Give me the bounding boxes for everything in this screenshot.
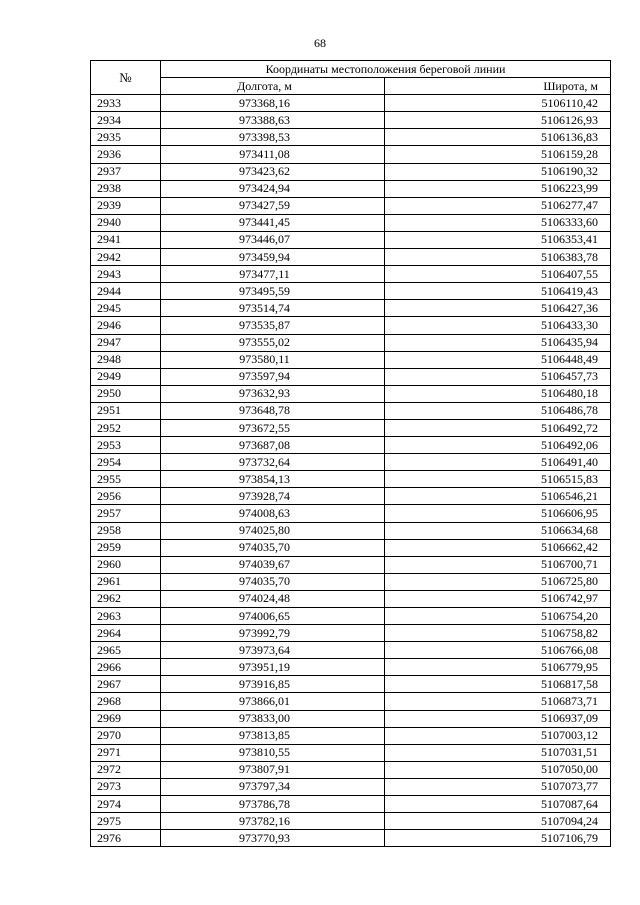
- longitude-cell: 974008,63: [161, 505, 385, 522]
- table-row: [91, 146, 611, 163]
- latitude-cell: 5106110,42: [385, 95, 611, 112]
- point-number-cell: 2967: [91, 676, 161, 693]
- longitude-cell: 974025,80: [161, 522, 385, 539]
- table-row: [91, 830, 611, 847]
- latitude-cell: 5106353,41: [385, 231, 611, 248]
- longitude-cell: 973648,78: [161, 402, 385, 419]
- table-row: [91, 676, 611, 693]
- table-row: [91, 197, 611, 214]
- header-coordinates: Координаты местоположения береговой линии: [161, 61, 611, 78]
- longitude-cell: 973854,13: [161, 471, 385, 488]
- point-number-cell: 2940: [91, 214, 161, 231]
- table-row: [91, 556, 611, 573]
- latitude-cell: 5107003,12: [385, 727, 611, 744]
- header-number: №: [91, 61, 161, 95]
- point-number-cell: 2963: [91, 608, 161, 625]
- table-row: [91, 368, 611, 385]
- latitude-cell: 5106407,55: [385, 266, 611, 283]
- longitude-cell: 973928,74: [161, 488, 385, 505]
- latitude-cell: 5106758,82: [385, 625, 611, 642]
- longitude-cell: 973732,64: [161, 454, 385, 471]
- point-number-cell: 2973: [91, 778, 161, 795]
- longitude-cell: 974039,67: [161, 556, 385, 573]
- table-row: [91, 454, 611, 471]
- point-number-cell: 2947: [91, 334, 161, 351]
- longitude-cell: 973786,78: [161, 796, 385, 813]
- point-number-cell: 2950: [91, 385, 161, 402]
- longitude-cell: 973423,62: [161, 163, 385, 180]
- latitude-cell: 5107073,77: [385, 778, 611, 795]
- table-row: [91, 813, 611, 830]
- latitude-cell: 5106333,60: [385, 214, 611, 231]
- latitude-cell: 5106937,09: [385, 710, 611, 727]
- point-number-cell: 2957: [91, 505, 161, 522]
- longitude-cell: 973782,16: [161, 813, 385, 830]
- table-row: [91, 266, 611, 283]
- longitude-cell: 973446,07: [161, 231, 385, 248]
- coordinates-table: [90, 60, 611, 847]
- point-number-cell: 2938: [91, 180, 161, 197]
- longitude-cell: 973687,08: [161, 437, 385, 454]
- table-row: [91, 693, 611, 710]
- table-header: [91, 61, 611, 95]
- latitude-cell: 5106725,80: [385, 573, 611, 590]
- longitude-cell: 973770,93: [161, 830, 385, 847]
- latitude-cell: 5106742,97: [385, 590, 611, 607]
- longitude-cell: 974035,70: [161, 539, 385, 556]
- latitude-cell: 5106491,40: [385, 454, 611, 471]
- table-body: [91, 95, 611, 847]
- latitude-cell: 5106433,30: [385, 317, 611, 334]
- point-number-cell: 2935: [91, 129, 161, 146]
- longitude-cell: 973388,63: [161, 112, 385, 129]
- point-number-cell: 2966: [91, 659, 161, 676]
- table-row: [91, 351, 611, 368]
- latitude-cell: 5106457,73: [385, 368, 611, 385]
- latitude-cell: 5106427,36: [385, 300, 611, 317]
- table-row: [91, 385, 611, 402]
- table-row: [91, 163, 611, 180]
- latitude-cell: 5106754,20: [385, 608, 611, 625]
- table-row: [91, 505, 611, 522]
- point-number-cell: 2943: [91, 266, 161, 283]
- latitude-cell: 5107087,64: [385, 796, 611, 813]
- point-number-cell: 2976: [91, 830, 161, 847]
- table-row: [91, 214, 611, 231]
- longitude-cell: 973797,34: [161, 778, 385, 795]
- table-row: [91, 522, 611, 539]
- table-row: [91, 112, 611, 129]
- table-row: [91, 590, 611, 607]
- table-row: [91, 300, 611, 317]
- table-row: [91, 283, 611, 300]
- longitude-cell: 973810,55: [161, 744, 385, 761]
- latitude-cell: 5106419,43: [385, 283, 611, 300]
- point-number-cell: 2948: [91, 351, 161, 368]
- latitude-cell: 5107106,79: [385, 830, 611, 847]
- point-number-cell: 2949: [91, 368, 161, 385]
- point-number-cell: 2975: [91, 813, 161, 830]
- longitude-cell: 974006,65: [161, 608, 385, 625]
- table-row: [91, 539, 611, 556]
- table-row: [91, 608, 611, 625]
- table-row: [91, 180, 611, 197]
- point-number-cell: 2974: [91, 796, 161, 813]
- point-number-cell: 2972: [91, 761, 161, 778]
- point-number-cell: 2970: [91, 727, 161, 744]
- latitude-cell: 5106223,99: [385, 180, 611, 197]
- point-number-cell: 2962: [91, 590, 161, 607]
- latitude-cell: 5106190,32: [385, 163, 611, 180]
- table-row: [91, 625, 611, 642]
- latitude-cell: 5107050,00: [385, 761, 611, 778]
- latitude-cell: 5106126,93: [385, 112, 611, 129]
- table-row: [91, 659, 611, 676]
- table-row: [91, 402, 611, 419]
- latitude-cell: 5107031,51: [385, 744, 611, 761]
- longitude-cell: 973632,93: [161, 385, 385, 402]
- latitude-cell: 5106383,78: [385, 249, 611, 266]
- longitude-cell: 973535,87: [161, 317, 385, 334]
- latitude-cell: 5106277,47: [385, 197, 611, 214]
- point-number-cell: 2958: [91, 522, 161, 539]
- longitude-cell: 973514,74: [161, 300, 385, 317]
- point-number-cell: 2937: [91, 163, 161, 180]
- table-row: [91, 249, 611, 266]
- longitude-cell: 973866,01: [161, 693, 385, 710]
- longitude-cell: 973424,94: [161, 180, 385, 197]
- table-row: [91, 727, 611, 744]
- point-number-cell: 2944: [91, 283, 161, 300]
- latitude-cell: 5106662,42: [385, 539, 611, 556]
- table-row: [91, 419, 611, 436]
- table-row: [91, 778, 611, 795]
- longitude-cell: 974035,70: [161, 573, 385, 590]
- longitude-cell: 973813,85: [161, 727, 385, 744]
- latitude-cell: 5106435,94: [385, 334, 611, 351]
- table-row: [91, 573, 611, 590]
- longitude-cell: 973555,02: [161, 334, 385, 351]
- point-number-cell: 2961: [91, 573, 161, 590]
- latitude-cell: 5106546,21: [385, 488, 611, 505]
- latitude-cell: 5106448,49: [385, 351, 611, 368]
- point-number-cell: 2955: [91, 471, 161, 488]
- latitude-cell: 5106492,72: [385, 419, 611, 436]
- header-longitude: Долгота, м: [161, 78, 385, 95]
- point-number-cell: 2934: [91, 112, 161, 129]
- point-number-cell: 2953: [91, 437, 161, 454]
- point-number-cell: 2971: [91, 744, 161, 761]
- longitude-cell: 973411,08: [161, 146, 385, 163]
- point-number-cell: 2933: [91, 95, 161, 112]
- latitude-cell: 5106136,83: [385, 129, 611, 146]
- point-number-cell: 2959: [91, 539, 161, 556]
- longitude-cell: 973580,11: [161, 351, 385, 368]
- point-number-cell: 2952: [91, 419, 161, 436]
- point-number-cell: 2936: [91, 146, 161, 163]
- point-number-cell: 2946: [91, 317, 161, 334]
- table-row: [91, 129, 611, 146]
- point-number-cell: 2939: [91, 197, 161, 214]
- longitude-cell: 973807,91: [161, 761, 385, 778]
- point-number-cell: 2969: [91, 710, 161, 727]
- table-row: [91, 317, 611, 334]
- latitude-cell: 5106492,06: [385, 437, 611, 454]
- table-row: [91, 437, 611, 454]
- latitude-cell: 5106480,18: [385, 385, 611, 402]
- table-row: [91, 761, 611, 778]
- latitude-cell: 5106817,58: [385, 676, 611, 693]
- point-number-cell: 2964: [91, 625, 161, 642]
- page-number: 68: [314, 36, 326, 50]
- point-number-cell: 2956: [91, 488, 161, 505]
- point-number-cell: 2942: [91, 249, 161, 266]
- table-row: [91, 471, 611, 488]
- table-row: [91, 710, 611, 727]
- latitude-cell: 5106700,71: [385, 556, 611, 573]
- longitude-cell: 973992,79: [161, 625, 385, 642]
- longitude-cell: 973368,16: [161, 95, 385, 112]
- point-number-cell: 2945: [91, 300, 161, 317]
- table-row: [91, 642, 611, 659]
- point-number-cell: 2941: [91, 231, 161, 248]
- table-row: [91, 231, 611, 248]
- latitude-cell: 5107094,24: [385, 813, 611, 830]
- latitude-cell: 5106634,68: [385, 522, 611, 539]
- table-row: [91, 796, 611, 813]
- point-number-cell: 2968: [91, 693, 161, 710]
- point-number-cell: 2951: [91, 402, 161, 419]
- longitude-cell: 973495,59: [161, 283, 385, 300]
- table-row: [91, 95, 611, 112]
- longitude-cell: 973916,85: [161, 676, 385, 693]
- longitude-cell: 973951,19: [161, 659, 385, 676]
- longitude-cell: 973477,11: [161, 266, 385, 283]
- latitude-cell: 5106515,83: [385, 471, 611, 488]
- table-row: [91, 488, 611, 505]
- latitude-cell: 5106606,95: [385, 505, 611, 522]
- longitude-cell: 973597,94: [161, 368, 385, 385]
- longitude-cell: 973672,55: [161, 419, 385, 436]
- longitude-cell: 973441,45: [161, 214, 385, 231]
- point-number-cell: 2960: [91, 556, 161, 573]
- longitude-cell: 973833,00: [161, 710, 385, 727]
- latitude-cell: 5106486,78: [385, 402, 611, 419]
- latitude-cell: 5106766,08: [385, 642, 611, 659]
- longitude-cell: 973427,59: [161, 197, 385, 214]
- longitude-cell: 973459,94: [161, 249, 385, 266]
- longitude-cell: 973973,64: [161, 642, 385, 659]
- table-row: [91, 744, 611, 761]
- longitude-cell: 973398,53: [161, 129, 385, 146]
- latitude-cell: 5106873,71: [385, 693, 611, 710]
- point-number-cell: 2954: [91, 454, 161, 471]
- table-row: [91, 334, 611, 351]
- latitude-cell: 5106779,95: [385, 659, 611, 676]
- latitude-cell: 5106159,28: [385, 146, 611, 163]
- header-latitude: Широта, м: [385, 78, 611, 95]
- point-number-cell: 2965: [91, 642, 161, 659]
- longitude-cell: 974024,48: [161, 590, 385, 607]
